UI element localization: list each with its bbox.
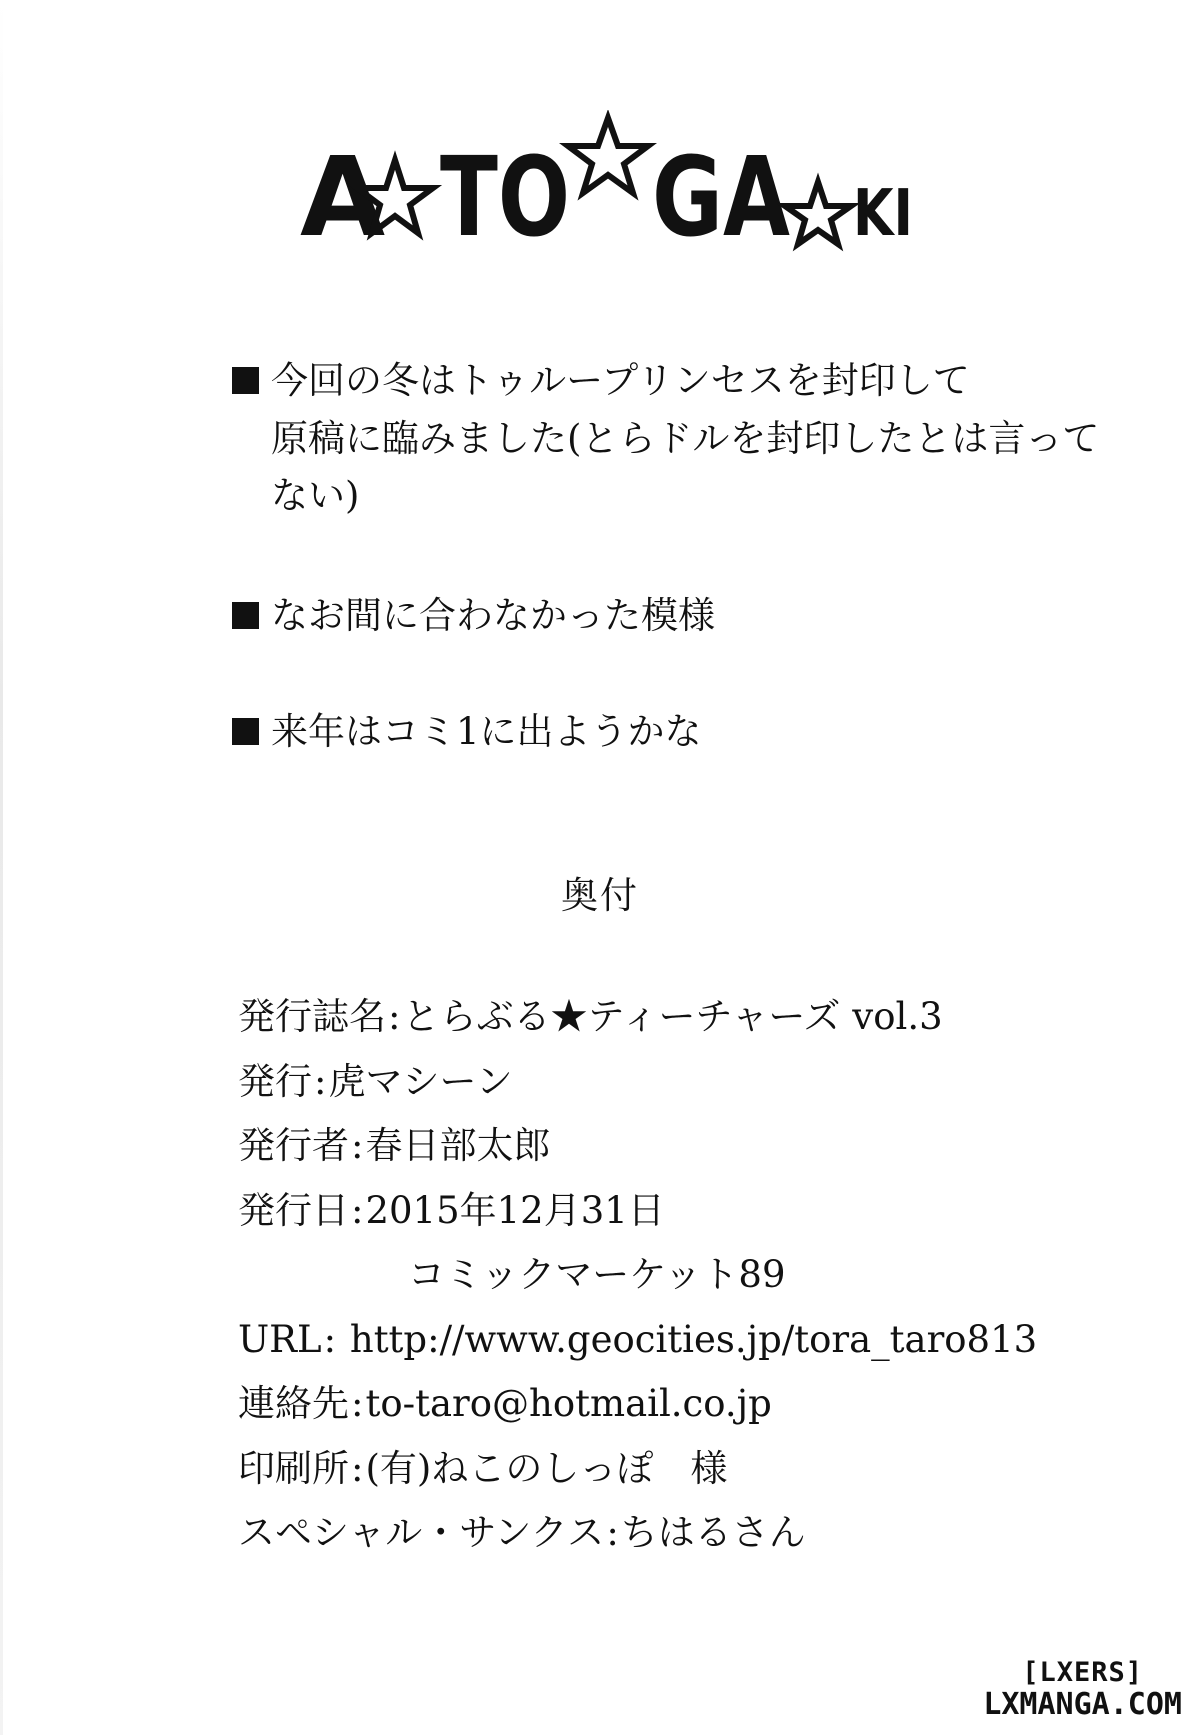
row-separator: : [388, 995, 401, 1038]
note-text [271, 352, 1132, 525]
row-label: 印刷所 [238, 1446, 349, 1490]
star-icon [785, 182, 851, 244]
colophon [238, 985, 1138, 1566]
note-line: 来年はコミ1に出ようかな [271, 709, 702, 753]
afterword-notes [232, 352, 1132, 761]
site-watermark [983, 1658, 1182, 1721]
watermark-line-1: [LXERS] [1022, 1657, 1144, 1689]
note-line: 原稿に臨みました(とらドルを封印したとは言ってない) [271, 416, 1100, 518]
note-item [232, 352, 1132, 525]
row-value: ちはるさん [620, 1511, 806, 1554]
title-graphic [300, 110, 920, 270]
row-separator: : [351, 1446, 364, 1490]
square-bullet-icon [232, 718, 259, 745]
row-value: 春日部太郎 [365, 1124, 551, 1167]
row-separator: : [351, 1382, 364, 1425]
star-icon [568, 118, 648, 193]
colophon-row-printer [238, 1437, 1138, 1502]
row-value: http://www.geocities.jp/tora_taro813 [349, 1317, 1038, 1361]
note-text [271, 587, 715, 645]
afterword-title [300, 110, 920, 270]
row-separator: : [606, 1511, 619, 1554]
row-label: 発行 [238, 1059, 312, 1103]
colophon-row-url [238, 1308, 1138, 1373]
row-separator: : [314, 1059, 327, 1103]
colophon-row-thanks [238, 1501, 1138, 1566]
note-item [232, 703, 1132, 761]
title-part-ga: GA [652, 133, 790, 261]
colophon-heading: 奥付 [561, 874, 639, 917]
row-value: 虎マシーン [328, 1059, 513, 1103]
row-separator: : [351, 1124, 364, 1167]
note-text [271, 703, 702, 761]
row-value: 2015年12月31日 [365, 1188, 665, 1232]
colophon-row-publisher [238, 1050, 1138, 1115]
row-label: 発行日 [238, 1188, 349, 1232]
note-line: なお間に合わなかった模様 [271, 594, 715, 638]
row-label: 発行誌名 [238, 995, 386, 1038]
row-label: 発行者 [238, 1124, 349, 1167]
note-item [232, 587, 1132, 645]
title-part-ki: KI [853, 177, 913, 251]
row-value: コミックマーケット89 [408, 1253, 786, 1296]
square-bullet-icon [232, 602, 259, 629]
row-value: to-taro@hotmail.co.jp [365, 1382, 772, 1425]
row-value: (有)ねこのしっぽ 様 [365, 1446, 728, 1490]
row-label: URL [238, 1317, 322, 1361]
colophon-row-event [238, 1243, 1138, 1308]
colophon-row-author [238, 1114, 1138, 1179]
title-part-to: TO [440, 133, 570, 261]
row-label: 連絡先 [238, 1382, 349, 1425]
row-label: スペシャル・サンクス [238, 1511, 605, 1554]
row-separator: : [351, 1188, 364, 1232]
colophon-row-date [238, 1179, 1138, 1244]
title-part-a: A [300, 133, 386, 261]
colophon-row-contact [238, 1372, 1138, 1437]
square-bullet-icon [232, 367, 259, 394]
colophon-row-title [238, 985, 1138, 1050]
row-separator: : [323, 1317, 348, 1361]
note-line: 今回の冬はトゥループリンセスを封印して [271, 359, 970, 402]
row-value: とらぶる★ティーチャーズ vol.3 [402, 995, 943, 1038]
watermark-line-2: LXMANGA.COM [983, 1687, 1182, 1722]
